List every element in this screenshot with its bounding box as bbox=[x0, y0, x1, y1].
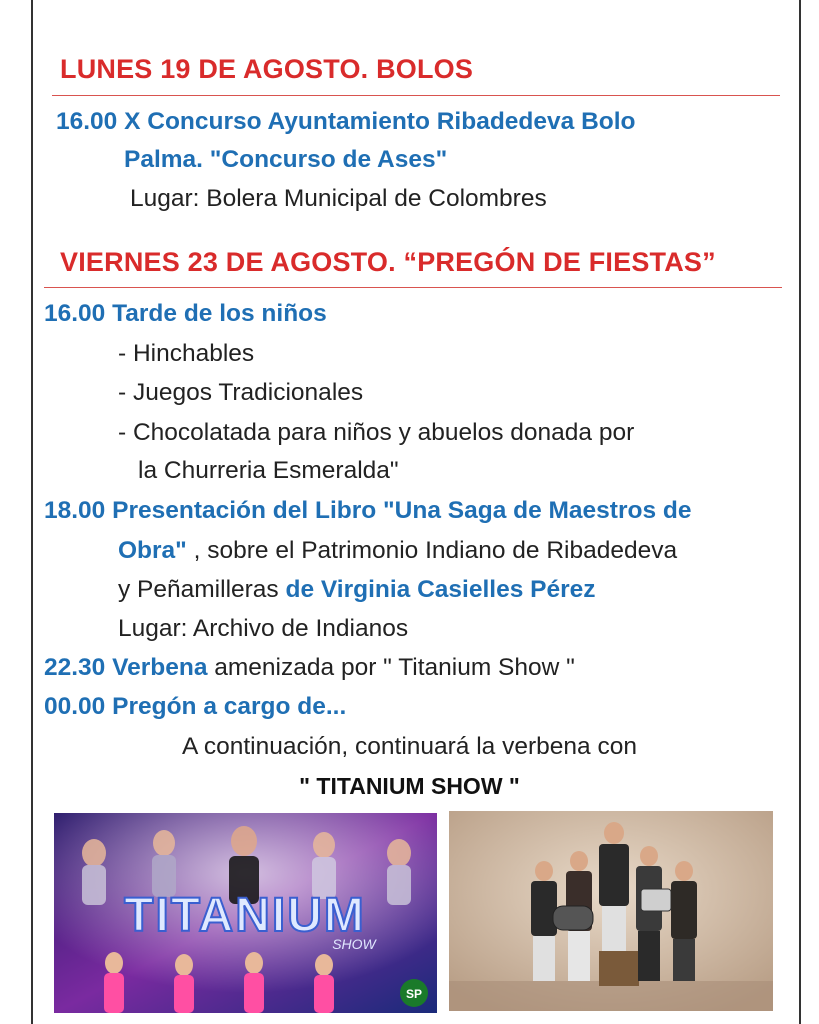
title: Verbena bbox=[112, 654, 208, 681]
titanium-show-text: " TITANIUM SHOW " bbox=[299, 773, 520, 799]
title: Presentación del Libro "Una Saga de Maestros de bbox=[112, 497, 692, 524]
concurso-line-1: 16.00 X Concurso Ayuntamiento Ribadedeva Bolo bbox=[56, 108, 636, 135]
heading-lunes: LUNES 19 DE AGOSTO. BOLOS bbox=[60, 54, 474, 84]
titanium-logo-text: TITANIUM bbox=[124, 889, 366, 942]
titanium-logo-sub: SHOW bbox=[332, 936, 376, 952]
sub-juegos: - Juegos Tradicionales bbox=[118, 379, 364, 406]
item-pregon bbox=[44, 693, 346, 721]
libro-title-cont: Obra" bbox=[118, 537, 187, 564]
item-ninos bbox=[44, 300, 327, 328]
continuacion-text: A continuación, continuará la verbena con bbox=[182, 733, 637, 760]
sub-chocolatada-cont: la Churreria Esmeralda" bbox=[138, 457, 399, 484]
verbena-rest: amenizada por " Titanium Show " bbox=[207, 654, 575, 681]
libro-author: de Virginia Casielles Pérez bbox=[285, 576, 596, 603]
heading-viernes: VIERNES 23 DE AGOSTO. “PREGÓN DE FIESTAS” bbox=[60, 247, 716, 277]
libro-line3a: y Peñamilleras bbox=[118, 576, 286, 603]
libro-lugar: Lugar: Archivo de Indianos bbox=[118, 615, 409, 642]
libro-line-3 bbox=[118, 576, 596, 604]
band-photo bbox=[449, 811, 773, 1011]
item-verbena bbox=[44, 654, 575, 682]
libro-rest: , sobre el Patrimonio Indiano de Ribadedeva bbox=[186, 537, 678, 564]
item-libro bbox=[44, 497, 692, 525]
time: 16.00 bbox=[44, 300, 106, 327]
sub-hinchables: - Hinchables bbox=[118, 340, 255, 367]
concurso-line-2: Palma. "Concurso de Ases" bbox=[124, 146, 448, 173]
time: 18.00 bbox=[44, 497, 106, 524]
time: 00.00 bbox=[44, 693, 106, 720]
sub-chocolatada: - Chocolatada para niños y abuelos donada por bbox=[118, 419, 635, 446]
time: 22.30 bbox=[44, 654, 106, 681]
title: Tarde de los niños bbox=[112, 300, 327, 327]
heading-rule bbox=[52, 95, 780, 96]
title: Pregón a cargo de... bbox=[112, 693, 347, 720]
libro-line-2 bbox=[118, 537, 677, 565]
titanium-show-photo bbox=[54, 813, 437, 1013]
heading-rule bbox=[44, 287, 782, 288]
concurso-lugar: Lugar: Bolera Municipal de Colombres bbox=[130, 185, 547, 212]
sp-badge: SP bbox=[405, 987, 423, 1001]
